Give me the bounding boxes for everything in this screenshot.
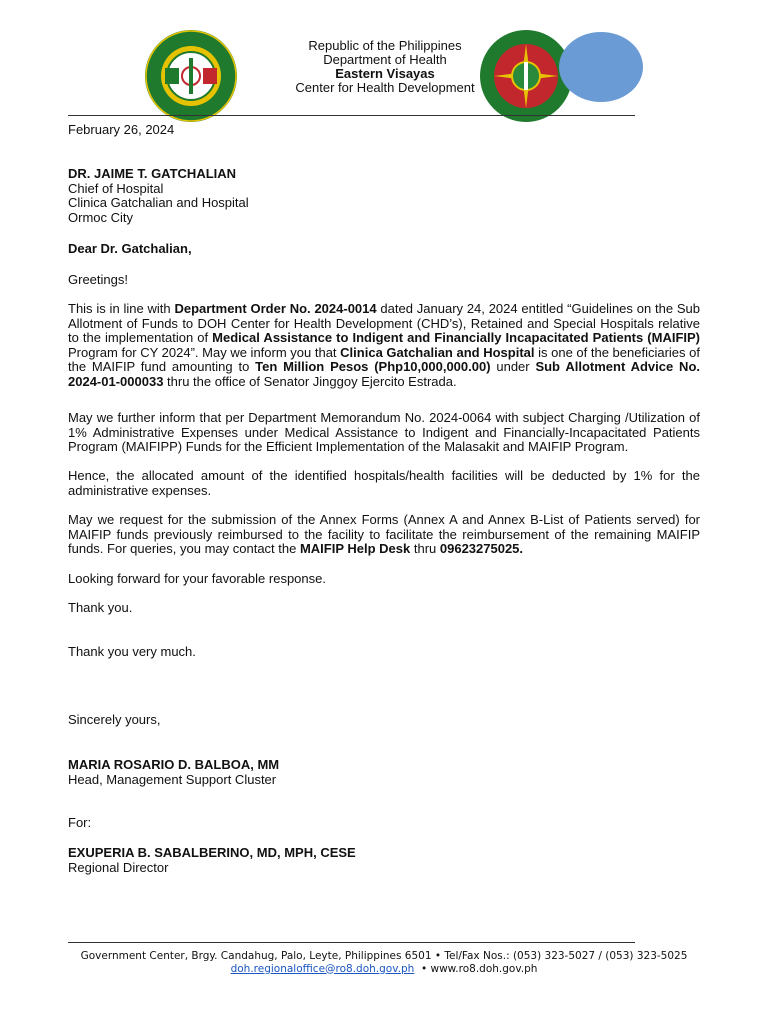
header-line-1: Republic of the Philippines xyxy=(308,38,462,53)
recipient-org: Clinica Gatchalian and Hospital xyxy=(68,195,249,210)
signatory-name: MARIA ROSARIO D. BALBOA, MM xyxy=(68,757,280,772)
for-label: For: xyxy=(68,815,92,830)
blue-circle-decoration xyxy=(559,32,643,102)
salutation: Dear Dr. Gatchalian, xyxy=(68,241,192,256)
footer-divider xyxy=(68,942,635,943)
greeting: Greetings! xyxy=(68,272,128,287)
header-divider xyxy=(68,115,635,116)
footer-address: Government Center, Brgy. Candahug, Palo, Leyte, Philippines 6501 • Tel/Fax Nos.: (053) 323-5027 / (053) 323-5025 xyxy=(80,950,688,962)
footer-website: • www.ro8.doh.gov.ph xyxy=(414,962,538,975)
paragraph-5: Looking forward for your favorable response. xyxy=(68,571,326,586)
header-line-3: Eastern Visayas xyxy=(335,66,435,81)
paragraph-4: May we request for the submission of the Annex Forms (Annex A and Annex B-List of Patients served) for MAIFIP funds previously reimbursed to the facility to facilitate the reimbursement of the remaining MAIFIP funds. For queries, you may contact the MAIFIP Help Desk thru 09623275025. xyxy=(68,512,700,556)
paragraph-6: Thank you. xyxy=(68,600,133,615)
footer xyxy=(68,950,700,975)
paragraph-3: Hence, the allocated amount of the identified hospitals/health facilities will be deducted by 1% for the administrative expenses. xyxy=(68,468,700,498)
recipient-name: DR. JAIME T. GATCHALIAN xyxy=(68,166,237,181)
director-block xyxy=(68,846,700,875)
director-name: EXUPERIA B. SABALBERINO, MD, MPH, CESE xyxy=(68,845,356,860)
recipient-block xyxy=(68,167,700,225)
signatory-block xyxy=(68,758,700,787)
footer-email-link[interactable]: doh.regionaloffice@ro8.doh.gov.ph xyxy=(230,962,415,975)
recipient-city: Ormoc City xyxy=(68,209,133,225)
signatory-title: Head, Management Support Cluster xyxy=(68,771,277,787)
paragraph-7: Thank you very much. xyxy=(68,644,196,659)
paragraph-2: May we further inform that per Department Memorandum No. 2024-0064 with subject Charging /Utilization of 1% Administrative Expenses under Medical Assistance to Indigent and Financially-Incapacitated Patients Program (MAIFIPP) Funds for the Efficient Implementation of the Malasakit and MAIFIP Program. xyxy=(68,410,700,454)
director-title: Regional Director xyxy=(68,859,169,875)
closing: Sincerely yours, xyxy=(68,712,161,727)
paragraph-1: This is in line with Department Order No. 2024-0014 dated January 24, 2024 entitled “Guidelines on the Sub Allotment of Funds to DOH Center for Health Development (CHD’s), Retained and Special Hospitals relative to the implementation of Medical Assistance to Indigent and Financially Incapacitated Patients (MAIFIP) Program for CY 2024”. May we inform you that Clinica Gatchalian and Hospital is one of the beneficiaries of the MAIFIP fund amounting to Ten Million Pesos (Php10,000,000.00) under Sub Allotment Advice No. 2024-01-000033 thru the office of Senator Jinggoy Ejercito Estrada. xyxy=(68,301,701,389)
header-line-4: Center for Health Development xyxy=(295,80,475,95)
header-line-2: Department of Health xyxy=(323,52,447,67)
recipient-title: Chief of Hospital xyxy=(68,180,164,196)
department-of-health-seal xyxy=(143,28,239,124)
letter-date: February 26, 2024 xyxy=(68,122,175,137)
